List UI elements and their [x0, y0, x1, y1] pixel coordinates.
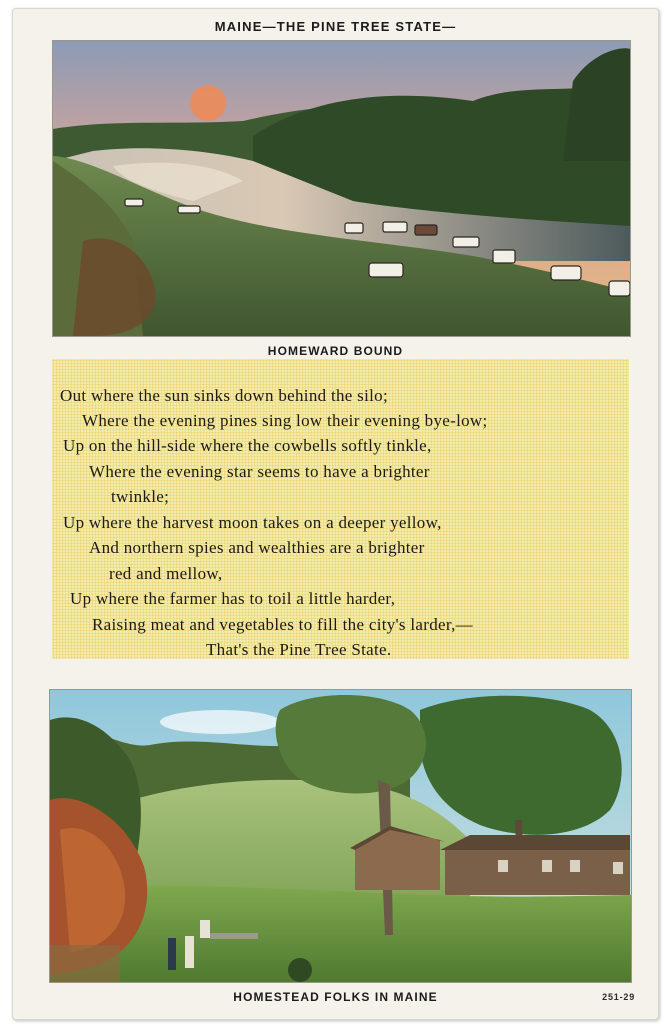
- poem-line: Raising meat and vegetables to fill the city's larder,—: [92, 615, 473, 634]
- postcard: [12, 8, 659, 1020]
- poem-line: Up where the farmer has to toil a little harder,: [70, 589, 396, 608]
- poem-line: Up where the harvest moon takes on a deeper yellow,: [63, 513, 442, 532]
- poem: [52, 359, 629, 659]
- poem-line: That's the Pine Tree State.: [206, 640, 392, 659]
- bottom-photo-caption: HOMESTEAD FOLKS IN MAINE: [233, 990, 438, 1004]
- poem-line: Where the evening star seems to have a brighter: [89, 462, 430, 481]
- top-photo-caption: HOMEWARD BOUND: [267, 344, 404, 358]
- poem-line: twinkle;: [111, 487, 170, 506]
- homestead-photo: [49, 689, 632, 983]
- poem-line: Up on the hill-side where the cowbells softly tinkle,: [63, 436, 432, 455]
- poem-line: Out where the sun sinks down behind the silo;: [60, 386, 388, 405]
- poem-line: Where the evening pines sing low their evening bye-low;: [82, 411, 488, 430]
- poem-panel: [52, 359, 629, 659]
- card-code: 251-29: [602, 992, 635, 1002]
- postcard-title: MAINE—THE PINE TREE STATE—: [214, 19, 457, 34]
- homeward-bound-photo: [52, 40, 631, 337]
- poem-line: red and mellow,: [109, 564, 223, 583]
- poem-line: And northern spies and wealthies are a brighter: [89, 538, 425, 557]
